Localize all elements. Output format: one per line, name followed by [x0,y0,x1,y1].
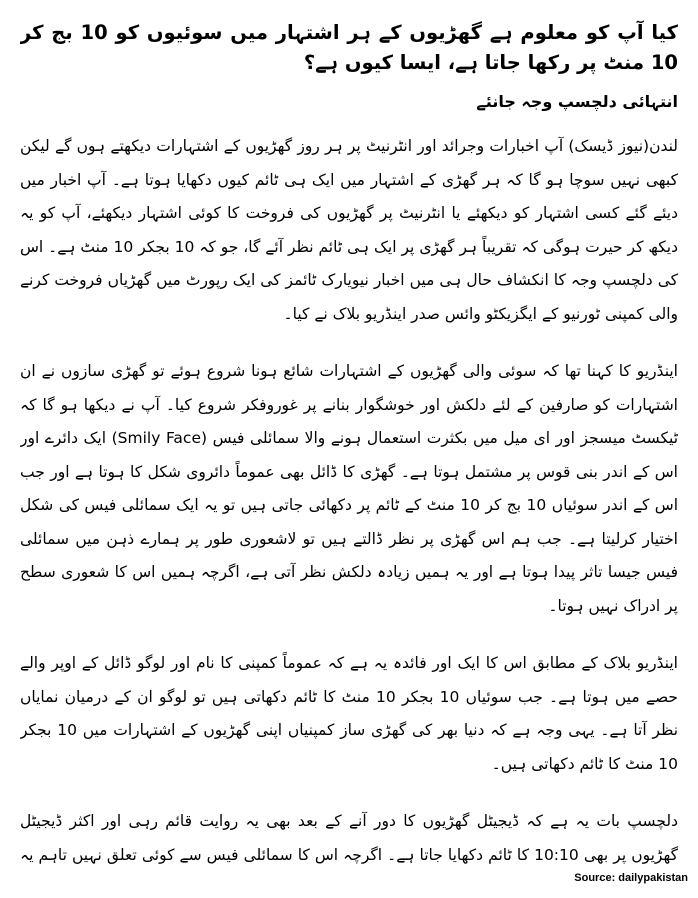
subheadline: انتہائی دلچسپ وجہ جانئے [476,92,678,111]
paragraph-4: دلچسپ بات یہ ہے کہ ڈیجیٹل گھڑیوں کا دور آنے کے بعد بھی یہ روایت قائم رہی اور اکثر ڈیجیٹل گھڑیوں پر بھی 10:10 کا ٹائم دکھایا جاتا ہے۔ اگرچہ اس کا سمائلی فیس سے کوئی تعلق نہیں تاہم یہ [20,812,678,864]
headline: کیا آپ کو معلوم ہے گھڑیوں کے ہر اشتہار میں سوئیوں کو 10 بج کر 10 منٹ پر رکھا جاتا ہے، ایسا کیوں ہے؟ [20,21,678,74]
paragraph-3: اینڈریو بلاک کے مطابق اس کا ایک اور فائدہ یہ ہے کہ عموماً کمپنی کا نام اور لوگو ڈائل کے اوپر والے حصے میں ہوتا ہے۔ جب سوئیاں 10 بجکر 10 منٹ کا ٹائم دکھاتی ہیں تو لوگو ان کے درمیان نمایاں نظر آتا ہے۔ یہی وجہ ہے کہ دنیا بھر کی گھڑی ساز کمپنیاں اپنی گھڑیوں کے اشتہارات میں 10 بجکر 10 منٹ کا ٹائم دکھاتی ہیں۔ [20,654,678,773]
paragraph-2: اینڈریو کا کہنا تھا کہ سوئی والی گھڑیوں کے اشتہارات شائع ہونا شروع ہوئے تو گھڑی سازوں نے ان اشتہارات کو صارفین کے لئے دلکش اور خوشگوار بنانے پر غوروفکر شروع کیا۔ آپ نے دیکھا ہو گا کہ ٹیکسٹ میسجز اور ای میل میں بکثرت استعمال ہونے والا سمائلی فیس (Smily Face) ایک دائرے اور اس کے اندر بنی قوس پر مشتمل ہوتا ہے۔ گھڑی کا ڈائل بھی عموماً دائروی شکل کا ہوتا ہے اور جب اس کے اندر سوئیاں 10 بج کر 10 منٹ کے ٹائم پر دکھائی جاتی ہیں تو یہ ایک سمائلی فیس کی شکل اختیار کرلیتا ہے۔ جب ہم اس گھڑی پر نظر ڈالتے ہیں تو لاشعوری طور پر ہمارے ذہن میں سمائلی فیس جیسا تاثر پیدا ہوتا ہے اور یہ ہمیں زیادہ دلکش نظر آتی ہے، اگرچہ ہمیں اس کا شعوری سطح پر ادراک نہیں ہوتا۔ [20,362,678,615]
paragraph-1: لندن(نیوز ڈیسک) آپ اخبارات وجرائد اور انٹرنیٹ پر ہر روز گھڑیوں کے اشتہارات دیکھتے ہوں گے لیکن کبھی نہیں سوچا ہو گا کہ ہر گھڑی کے اشتہار میں ایک ہی ٹائم کیوں دکھایا ہوتا ہے۔ آپ اخبار میں دیئے گئے کسی اشتہار کو دیکھئے یا انٹرنیٹ پر گھڑیوں کی فروخت کا کوئی اشتہار دیکھئے، آپ کو یہ دیکھ کر حیرت ہوگی کہ تقریباً ہر گھڑی پر ایک ہی ٹائم نظر آئے گا، جو کہ 10 بجکر 10 منٹ ہے۔ اس کی دلچسپ وجہ کا انکشاف حال ہی میں اخبار نیویارک ٹائمز کی ایک رپورٹ میں گھڑیاں فروخت کرنے والی کمپنی ٹورنیو کے ایگزیکٹو وائس صدر اینڈریو بلاک نے کیا۔ [20,137,678,323]
article [20,18,678,880]
source-credit: Source: dailypakistan [574,872,688,884]
